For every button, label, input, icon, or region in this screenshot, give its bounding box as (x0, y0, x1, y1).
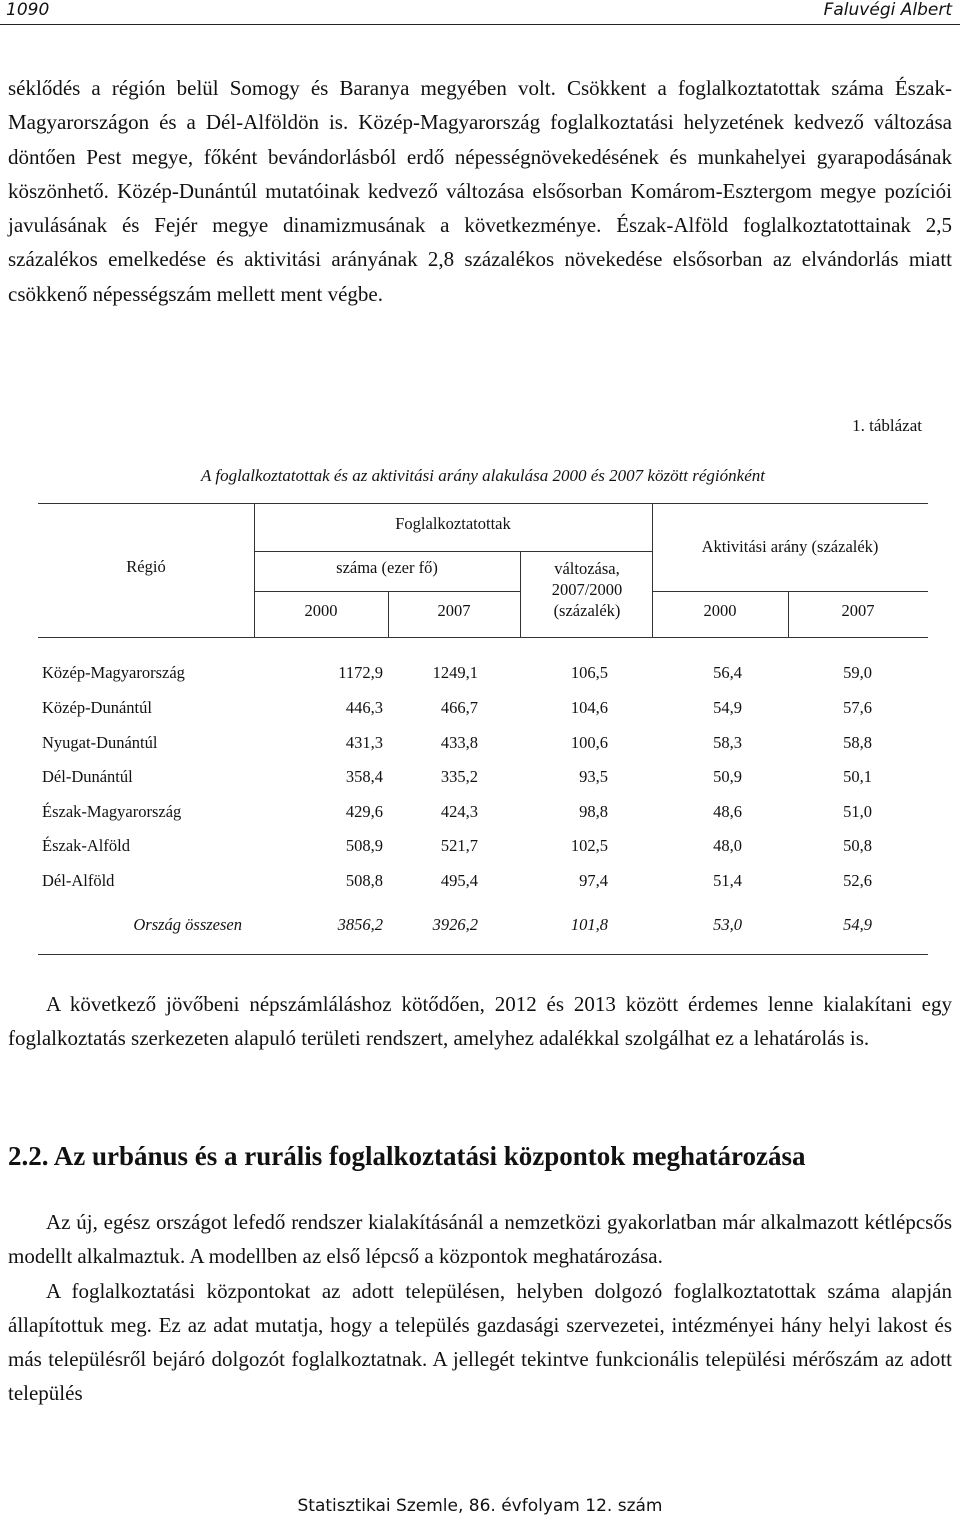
employed-change: 93,5 (579, 767, 608, 786)
employed-change: 106,5 (570, 663, 608, 682)
intro-paragraph: séklődés a régión belül Somogy és Baranya megyében volt. Csökkent a foglalkoztatottak száma Észak-Magyarországon és a Dél-Alföldön is. Közép-Magyarország foglalkoztatási helyzetének kedvező változása döntően Pest megye, főként bevándorlásból erdő népességnövekedésének és munkahelyei gyarapodásának köszönhető. Közép-Dunántúl mutatóinak kedvező változása elsősorban Komárom-Esztergom megye pozíciói javulásának és Fejér megye dinamizmusának a következménye. Észak-Alföld foglalkoztatottainak 2,5 százalékos emelkedése és aktivitási arányának 2,8 százalékos növekedése elsősorban az elvándorlás miatt csökkenő népességszám mellett ment végbe. (8, 76, 952, 306)
journal-footer: Statisztikai Szemle, 86. évfolyam 12. szám (297, 1496, 663, 1516)
employed-2000: 358,4 (345, 767, 383, 786)
after-table-text (8, 987, 952, 1056)
employed-2007: 335,2 (440, 767, 478, 786)
total-activity-2000: 53,0 (713, 915, 742, 934)
header-divider (254, 551, 652, 552)
col-header-activity: Aktivitási arány (százalék) (701, 537, 879, 556)
intro-text (8, 71, 952, 311)
running-header (0, 0, 960, 25)
employed-2007: 466,7 (440, 698, 478, 717)
region-name: Nyugat-Dunántúl (42, 733, 158, 752)
employed-2007: 424,3 (440, 802, 478, 821)
table-header-rule (38, 637, 928, 638)
employed-change: 97,4 (579, 871, 608, 890)
activity-2007: 51,0 (843, 802, 872, 821)
region-name: Dél-Alföld (42, 871, 115, 890)
col-header-count: száma (ezer fő) (336, 558, 438, 577)
region-name: Dél-Dunántúl (42, 767, 133, 786)
total-label: Ország összesen (133, 915, 242, 934)
employed-2000: 508,8 (345, 871, 383, 890)
employed-2000: 508,9 (345, 836, 383, 855)
table-row (38, 767, 928, 801)
employed-2000: 446,3 (345, 698, 383, 717)
table-title: A foglalkoztatottak és az aktivitási arány alakulása 2000 és 2007 között régiónként (201, 466, 765, 485)
activity-2000: 54,9 (713, 698, 742, 717)
col-header-year-2007: 2007 (437, 601, 471, 620)
table-row (38, 836, 928, 870)
col-header-change: változása, 2007/2000 (százalék) (551, 559, 623, 620)
activity-2007: 59,0 (843, 663, 872, 682)
table-row (38, 802, 928, 836)
activity-2007: 50,8 (843, 836, 872, 855)
employed-2000: 1172,9 (338, 663, 383, 682)
region-name: Észak-Alföld (42, 836, 130, 855)
total-change: 101,8 (570, 915, 608, 934)
employed-change: 100,6 (570, 733, 608, 752)
running-author: Faluvégi Albert (823, 0, 952, 20)
region-name: Közép-Magyarország (42, 663, 185, 682)
table-row (38, 871, 928, 905)
col-header-employed: Foglalkoztatottak (395, 514, 511, 533)
employed-change: 102,5 (570, 836, 608, 855)
table-bottom-rule (38, 954, 928, 955)
table-top-rule (38, 503, 928, 504)
col-header-activity-2000: 2000 (703, 601, 737, 620)
section-text (8, 1205, 952, 1411)
table-row (38, 663, 928, 697)
activity-2000: 51,4 (713, 871, 742, 890)
header-divider (520, 551, 521, 637)
header-divider (254, 591, 520, 592)
activity-2007: 57,6 (843, 698, 872, 717)
activity-2000: 48,6 (713, 802, 742, 821)
employed-2007: 1249,1 (432, 663, 478, 682)
col-header-region: Régió (126, 557, 166, 576)
col-header-activity-2007: 2007 (841, 601, 875, 620)
col-header-year-2000: 2000 (304, 601, 338, 620)
activity-2000: 48,0 (713, 836, 742, 855)
activity-2007: 50,1 (843, 767, 872, 786)
total-employed-2000: 3856,2 (337, 915, 383, 934)
table-row (38, 698, 928, 732)
employed-2007: 433,8 (440, 733, 478, 752)
employed-2007: 521,7 (440, 836, 478, 855)
total-activity-2007: 54,9 (843, 915, 872, 934)
table-total-row (38, 915, 928, 949)
total-employed-2007: 3926,2 (432, 915, 478, 934)
employed-change: 104,6 (570, 698, 608, 717)
section-paragraph: Az új, egész országot lefedő rendszer kialakításánál a nemzetközi gyakorlatban már alkalmazott kétlépcsős modellt alkalmaztuk. A modellben az első lépcső a központok meghatározása. (8, 1210, 952, 1269)
activity-2000: 56,4 (713, 663, 742, 682)
table-row (38, 733, 928, 767)
activity-2000: 50,9 (713, 767, 742, 786)
employed-2000: 429,6 (345, 802, 383, 821)
page-number: 1090 (6, 0, 50, 20)
employed-change: 98,8 (579, 802, 608, 821)
section-paragraph: A foglalkoztatási központokat az adott településen, helyben dolgozó foglalkoztatottak száma alapján állapítottuk meg. Ez az adat mutatja, hogy a település gazdasági szervezetei, intézményei hány helyi lakost és más településről bejáró dolgozót foglalkoztatnak. A jellegét tekintve funkcionális települési mérőszám az adott település (8, 1278, 952, 1406)
header-divider (652, 591, 928, 592)
activity-2007: 52,6 (843, 871, 872, 890)
employed-2007: 495,4 (440, 871, 478, 890)
activity-2007: 58,8 (843, 733, 872, 752)
region-name: Észak-Magyarország (42, 802, 182, 821)
table-number: 1. táblázat (852, 416, 922, 435)
after-table-paragraph: A következő jövőbeni népszámláláshoz kötődően, 2012 és 2013 között érdemes lenne kialakítani egy foglalkoztatás szerkezeten alapuló területi rendszert, amelyhez adalékkal szolgálhat ez a lehatárolás is. (8, 992, 952, 1051)
activity-2000: 58,3 (713, 733, 742, 752)
region-name: Közép-Dunántúl (42, 698, 152, 717)
employed-2000: 431,3 (345, 733, 383, 752)
section-heading: 2.2. Az urbánus és a rurális foglalkoztatási központok meghatározása (8, 1141, 806, 1171)
